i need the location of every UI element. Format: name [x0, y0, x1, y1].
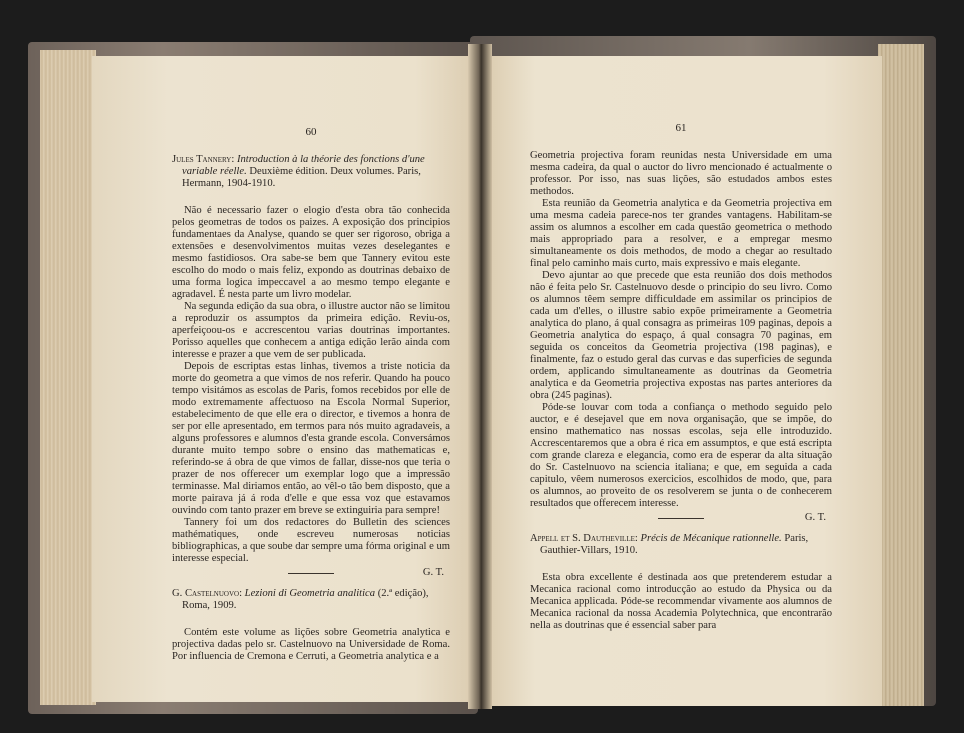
- review-publication: Deuxième édition. Deux volumes. Paris, Hermann, 1904-1910.: [182, 166, 421, 189]
- paragraph: Tannery foi um dos redactores do Bulletin des sciences mathématiques, onde escreveu numerosas noticias bibliographicas, a que soube dar sempre uma fórma original e um interesse especial.: [172, 517, 450, 564]
- review-author: Appell et S. Dautheville: [530, 533, 635, 544]
- review-heading-castelnuovo: G. Castelnuovo: Lezioni di Geometria analitica (2.ª edição), Roma, 1909.: [172, 588, 429, 611]
- page-edges-right: [878, 44, 924, 706]
- separator-rule: [288, 573, 334, 574]
- paragraph: Geometria projectiva foram reunidas nesta Universidade em uma mesma cadeira, da qual o auctor do livro mencionado é actualmente o professor. Por isso, nas suas lições, são estudados ambos estes methodos.: [530, 150, 832, 197]
- right-page: [488, 56, 882, 706]
- paragraph: Na segunda edição da sua obra, o illustre auctor não se limitou a reproduzir os assumptos da primeira edição. Reviu-os, aperfeiçoou-os e accrescentou varias doutrinas importantes. Porisso aquelles que conhecem a antiga edição lerão ainda com interesse e prazer a que vem de ser publicada.: [172, 301, 450, 360]
- page-number-right: 61: [675, 122, 687, 134]
- review-heading-tannery: Jules Tannery: Introduction à la théorie des fonctions d'une variable réelle. Deuxième édition. Deux volumes. Paris, Hermann, 1904-1910.: [172, 154, 425, 189]
- signature: G. T.: [804, 512, 826, 523]
- review-heading-appell: Appell et S. Dautheville: Précis de Mécanique rationnelle. Paris, Gauthier-Villars, 1910.: [530, 533, 809, 556]
- review-title: Précis de Mécanique rationnelle.: [640, 533, 782, 544]
- signature: G. T.: [422, 567, 444, 578]
- paragraph: Esta reunião da Geometria analytica e da Geometria projectiva em uma mesma cadeia parece-nos ter grandes vantagens. Habilitam-se assim os alumnos a escolher em cada questão geometrica o methodo mais appropriado para a resolver, e a empregar mesmo simultaneamente os dois methodos, de modo a chegar ao resultado final pelo caminho mais curto, mais expressivo e mais elegante.: [530, 198, 832, 269]
- page-edges-left: [40, 50, 96, 705]
- page-number-left: 60: [305, 126, 317, 138]
- paragraph: Póde-se louvar com toda a confiança o methodo seguido pelo auctor, e é desejavel que em nova organisação, que se impõe, do ensino mathematico nas nossas escolas, seja elle introduzido. Accrescentaremos que a obra é rica em assumptos, e que está escripta com grande clareza e elegancia, como era de esperar da alta situação do Sr. Castelnuovo na sciencia italiana; e que, em seguida a cada capitulo, vêem numerosos exercicios, escolhidos de modo, que, para os alumnos, ao proveito de os resolverem se junta o de conhecerem resultados que offerecem interesse.: [530, 402, 832, 509]
- left-page: [92, 56, 472, 702]
- paragraph: Devo ajuntar ao que precede que esta reunião dos dois methodos não é feita pelo Sr. Castelnuovo desde o principio do seu livro. Como os alumnos têem sempre difficuldade em assimilar os principios de cada um d'elles, o illustre sabio expõe primeiramente a Geometria analytica do plano, á qual consagra as primeiras 109 paginas, depois a Geometria analytica do espaço, á qual consagra 70 paginas, em seguida os conceitos da Geometria projectiva (198 paginas), e finalmente, faz o estudo geral das curvas e das superficies de segunda ordem, applicando simultaneamente as doutrinas da Geometria analytica e da Geometria projectiva expostas nas partes anteriores da obra (245 paginas).: [530, 270, 832, 401]
- paragraph: Esta obra excellente é destinada aos que pretenderem estudar a Mecanica racional como introducção ao estudo da Physica ou da Mecanica applicada. Póde-se recommendar vivamente aos alumnos de Mecanica racional da nossa Academia Polytechnica, que encontrarão nella as doutrinas que é essencial saber para: [530, 572, 832, 631]
- paragraph: Não é necessario fazer o elogio d'esta obra tão conhecida pelos geometras de todos os paizes. A exposição dos principios fundamentaes da Analyse, quando se quer ser rigoroso, obriga a extensões e desenvolvimentos muitas vezes deselegantes e mesmo fastidiosos. Ora sabe-se bem que Tannery evitou este escolho do modo o mais feliz, expondo as doutrinas debaixo de uma forma logica impeccavel a ao mesmo tempo elegante e agradavel. É nesta parte um livro modelar.: [172, 205, 450, 300]
- review-author: G. Castelnuovo: [172, 588, 240, 599]
- review-publication: Paris, Gauthier-Villars, 1910.: [540, 533, 809, 556]
- paragraph: Depois de escriptas estas linhas, tivemos a triste noticia da morte do geometra a que vimos de nos referir. Quando ha pouco tempo visitámos as escolas de Paris, fomos recebidos por elle de modo extremamente affectuoso na Escola Normal Superior, estabelecimento de que elle era o director, e tivemos a honra de ser por elle apresentado, em termos para nós muito agradaveis, a alguns professores e alumnos d'esta grande escola. Conversámos durante muito tempo sobre o ensino das mathematicas e, referindo-se á obra de que vimos de fallar, disse-nos que teria o prazer de nos offerecer um exemplar logo que a impressão terminasse. Mal diriamos então, ao vêl-o tão bem disposto, que a morte pairava já á roda d'elle e que essa voz que estavamos ouvindo com tanto prazer em breve se extinguiria para sempre!: [172, 361, 450, 516]
- review-author: Jules Tannery: [172, 154, 232, 165]
- review-title: Lezioni di Geometria analitica: [244, 588, 376, 599]
- review-publication: (2.ª edição), Roma, 1909.: [182, 588, 429, 611]
- book-gutter: [468, 44, 492, 709]
- review-title: Introduction à la théorie des fonctions d'une variable réelle.: [182, 154, 425, 177]
- paragraph: Contém este volume as lições sobre Geometria analytica e projectiva dadas pelo sr. Castelnuovo na Universidade de Roma. Por influencia de Cremona e Cerruti, a Geometria analytica e a: [172, 627, 450, 662]
- separator-rule: [658, 518, 704, 519]
